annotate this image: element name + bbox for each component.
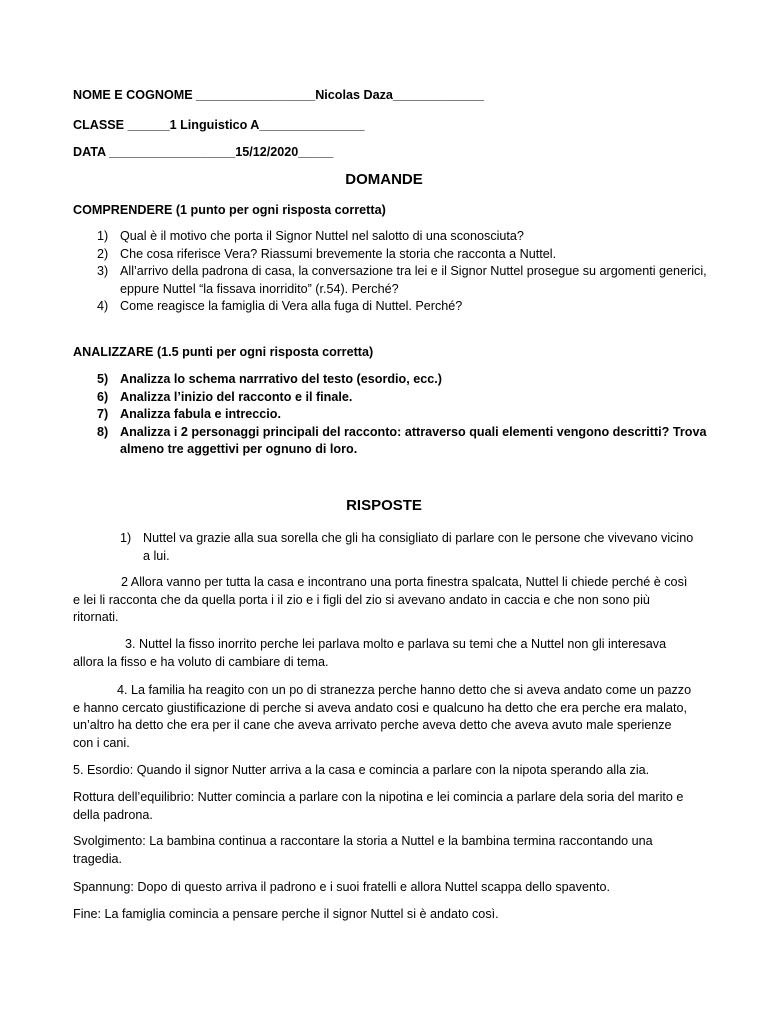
question-number: 6) (97, 389, 109, 404)
question-item (73, 389, 713, 407)
question-item (73, 371, 713, 389)
question-text: Analizza i 2 personaggi principali del racconto: attraverso quali elementi vengono descritti? Trova almeno tre aggettivi per ognuno di loro. (120, 424, 707, 456)
question-number: 3) (97, 264, 109, 278)
question-number: 8) (97, 424, 109, 439)
answer-text: Nuttel va grazie alla sua sorella che gli ha consigliato di parlare con le persone che vivevano vicino a lui. (143, 531, 694, 563)
comprendere-heading: COMPRENDERE (1 punto per ogni risposta corretta) (73, 203, 386, 217)
question-number: 1) (97, 229, 109, 243)
question-item (73, 298, 713, 316)
answer-number: 1) (120, 531, 132, 545)
question-text: Analizza fabula e intreccio. (120, 407, 281, 421)
question-number: 7) (97, 407, 109, 421)
answer-spannung: Spannung: Dopo di questo arriva il padrono e i suoi fratelli e allora Nuttel scappa dello spavento. (73, 880, 610, 894)
question-number: 5) (97, 372, 109, 386)
answer-text: 2 Allora vanno per tutta la casa e incontrano una porta finestra spalcata, Nuttel li chiede perché è così e lei li racconta che da quella porta i il zio e i figli del zio si avevano andato in caccia e che non sono più ritornati. (73, 575, 688, 624)
question-item (73, 263, 713, 298)
name-line: NOME E COGNOME _________________Nicolas Daza_____________ (73, 88, 484, 102)
question-text: Che cosa riferisce Vera? Riassumi brevemente la storia che racconta a Nuttel. (120, 246, 557, 261)
question-number: 2) (97, 246, 109, 261)
class-line: CLASSE ______1 Linguistico A_______________ (73, 118, 365, 132)
question-item (73, 228, 713, 246)
question-text: Analizza lo schema narrrativo del testo (esordio, ecc.) (120, 372, 442, 386)
questions-title: DOMANDE (345, 171, 423, 188)
analizzare-list (73, 371, 713, 459)
answer-3 (73, 636, 693, 671)
answer-svolgimento: Svolgimento: La bambina continua a raccontare la storia a Nuttel e la bambina termina raccontando una tragedia. (73, 834, 653, 866)
answer-4 (73, 682, 693, 752)
question-text: All’arrivo della padrona di casa, la conversazione tra lei e il Signor Nuttel prosegue su argomenti generici, eppure Nuttel “la fissava inorridito” (r.54). Perché? (120, 264, 707, 296)
question-item (73, 406, 713, 424)
question-number: 4) (97, 299, 109, 313)
date-line: DATA __________________15/12/2020_____ (73, 145, 334, 159)
question-item (73, 246, 713, 264)
question-text: Analizza l’inizio del racconto e il finale. (120, 389, 353, 404)
answer-text: 4. La familia ha reagito con un po di stranezza perche hanno detto che si aveva andato come un pazzo e hanno cercato giustificazione di perche si aveva andato cosi e qualcuno ha detto che era perche era malato, un’altro ha detto che era per il cane che aveva arrivato perche aveva detto che aveva avuto male sperienze con i cani. (73, 683, 692, 750)
question-text: Qual è il motivo che porta il Signor Nuttel nel salotto di una sconosciuta? (120, 229, 524, 243)
analizzare-heading: ANALIZZARE (1.5 punti per ogni risposta corretta) (73, 345, 374, 359)
answer-fine: Fine: La famiglia comincia a pensare perche il signor Nuttel si è andato così. (73, 907, 499, 921)
answer-2 (73, 574, 693, 627)
question-item (73, 424, 713, 459)
answer-text: 3. Nuttel la fisso inorrito perche lei parlava molto e parlava su temi che a Nuttel non gli interesava allora la fisso e ha voluto di cambiare di tema. (73, 637, 667, 669)
question-text: Come reagisce la famiglia di Vera alla fuga di Nuttel. Perché? (120, 299, 463, 313)
answer-rottura: Rottura dell’equilibrio: Nutter comincia a parlare con la nipotina e lei comincia a parlare dela soria del marito e della padrona. (73, 790, 684, 822)
comprendere-list (73, 228, 713, 316)
answer-5-esordio: 5. Esordio: Quando il signor Nutter arriva a la casa e comincia a parlare con la nipota sperando alla zia. (73, 763, 650, 777)
answer-1 (120, 530, 700, 565)
answers-title: RISPOSTE (346, 497, 422, 514)
